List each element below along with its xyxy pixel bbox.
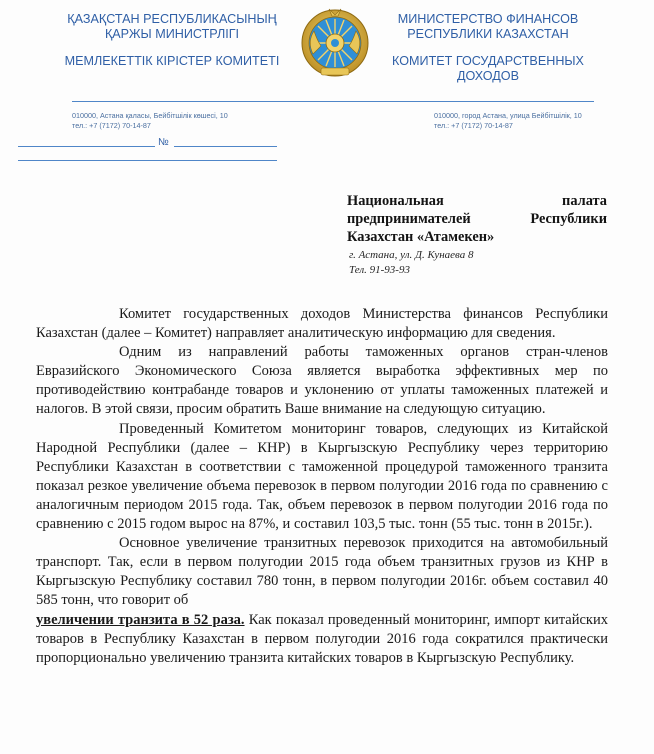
letter-body — [36, 305, 608, 668]
outgoing-date-line — [18, 146, 155, 147]
letterhead-divider — [72, 101, 594, 102]
outgoing-extra-line — [18, 160, 277, 161]
transit-increase-highlight: увеличении транзита в 52 раза. — [36, 611, 245, 628]
outgoing-number-sign: № — [158, 137, 169, 148]
letterhead-kz-address — [72, 111, 228, 131]
addressee-line-2: предпринимателей Республики — [347, 211, 607, 227]
kz-address-line: 010000, Астана қаласы, Бейбітшілік көшесі, 10 — [72, 111, 228, 120]
paragraph-2: Одним из направлений работы таможенных органов стран-членов Евразийского Экономического Союза является выработка эффективных мер по противодействию контрабанде товаров и уклонению от уплаты таможенных платежей и налогов. В этой связи, просим обратить Ваше внимание на следующую ситуацию. — [36, 344, 608, 418]
paragraph-4-end: Как показал проведенный мониторинг, импорт китайских товаров в Республику Казахстан в первом полугодии 2016 года сократился практически пропорционально увеличению транзита китайских товаров в Кыргызскую Республику. — [36, 611, 608, 666]
paragraph-3: Проведенный Комитетом мониторинг товаров, следующих из Китайской Народной Республики (далее – КНР) в Кыргызскую Республику через территорию Республики Казахстан в соответствии с таможенной процедурой таможенного транзита показал резкое увеличение объема перевозок в первом полугодии 2016 года по сравнению с аналогичным периодом 2015 года. Так, объем перевозок в первом полугодии 2016 года по сравнению с 2015 годом вырос на 87%, и составил 103,5 тыс. тонн (55 тыс. тонн в 2015г.). — [36, 420, 608, 533]
letterhead-ru-ministry: МИНИСТЕРСТВО ФИНАНСОВ РЕСПУБЛИКИ КАЗАХСТАН — [397, 12, 579, 41]
letterhead-ru-address — [434, 111, 582, 131]
outgoing-number-line — [174, 146, 277, 147]
letterhead-ru-committee: КОМИТЕТ ГОСУДАРСТВЕННЫХ ДОХОДОВ — [392, 54, 584, 83]
state-emblem-icon — [299, 6, 371, 78]
ru-address-line: 010000, город Астана, улица Бейбітшілік, 10 — [434, 111, 582, 120]
kz-phone-line: тел.: +7 (7172) 70-14-87 — [72, 121, 151, 130]
letterhead-kz-committee: МЕМЛЕКЕТТІК КІРІСТЕР КОМИТЕТІ — [64, 54, 280, 68]
addressee-contacts — [349, 248, 609, 277]
addressee-line-3: Казахстан «Атамекен» — [347, 229, 495, 245]
ru-phone-line: тел.: +7 (7172) 70-14-87 — [434, 121, 513, 130]
paragraph-1: Комитет государственных доходов Министерства финансов Республики Казахстан (далее – Комитет) направляет аналитическую информацию для сведения. — [36, 306, 608, 342]
letterhead-kz-ministry: ҚАЗАҚСТАН РЕСПУБЛИКАСЫНЫҢ ҚАРЖЫ МИНИСТРЛІГІ — [67, 12, 277, 41]
addressee-line-1: Национальная палата — [347, 193, 607, 209]
addressee-address: г. Астана, ул. Д. Кунаева 8 — [349, 249, 474, 261]
addressee-block — [347, 192, 607, 246]
paragraph-4 — [36, 534, 608, 668]
paragraph-4-start: Основное увеличение транзитных перевозок приходится на автомобильный транспорт. Так, если в первом полугодии 2015 года объем транзитных грузов из КНР в Кыргызскую Республику составил 780 тонн, в первом полугодии 2016г. объем составил 40 585 тонн, что говорит об — [36, 535, 608, 609]
addressee-phone: Тел. 91-93-93 — [349, 263, 410, 276]
